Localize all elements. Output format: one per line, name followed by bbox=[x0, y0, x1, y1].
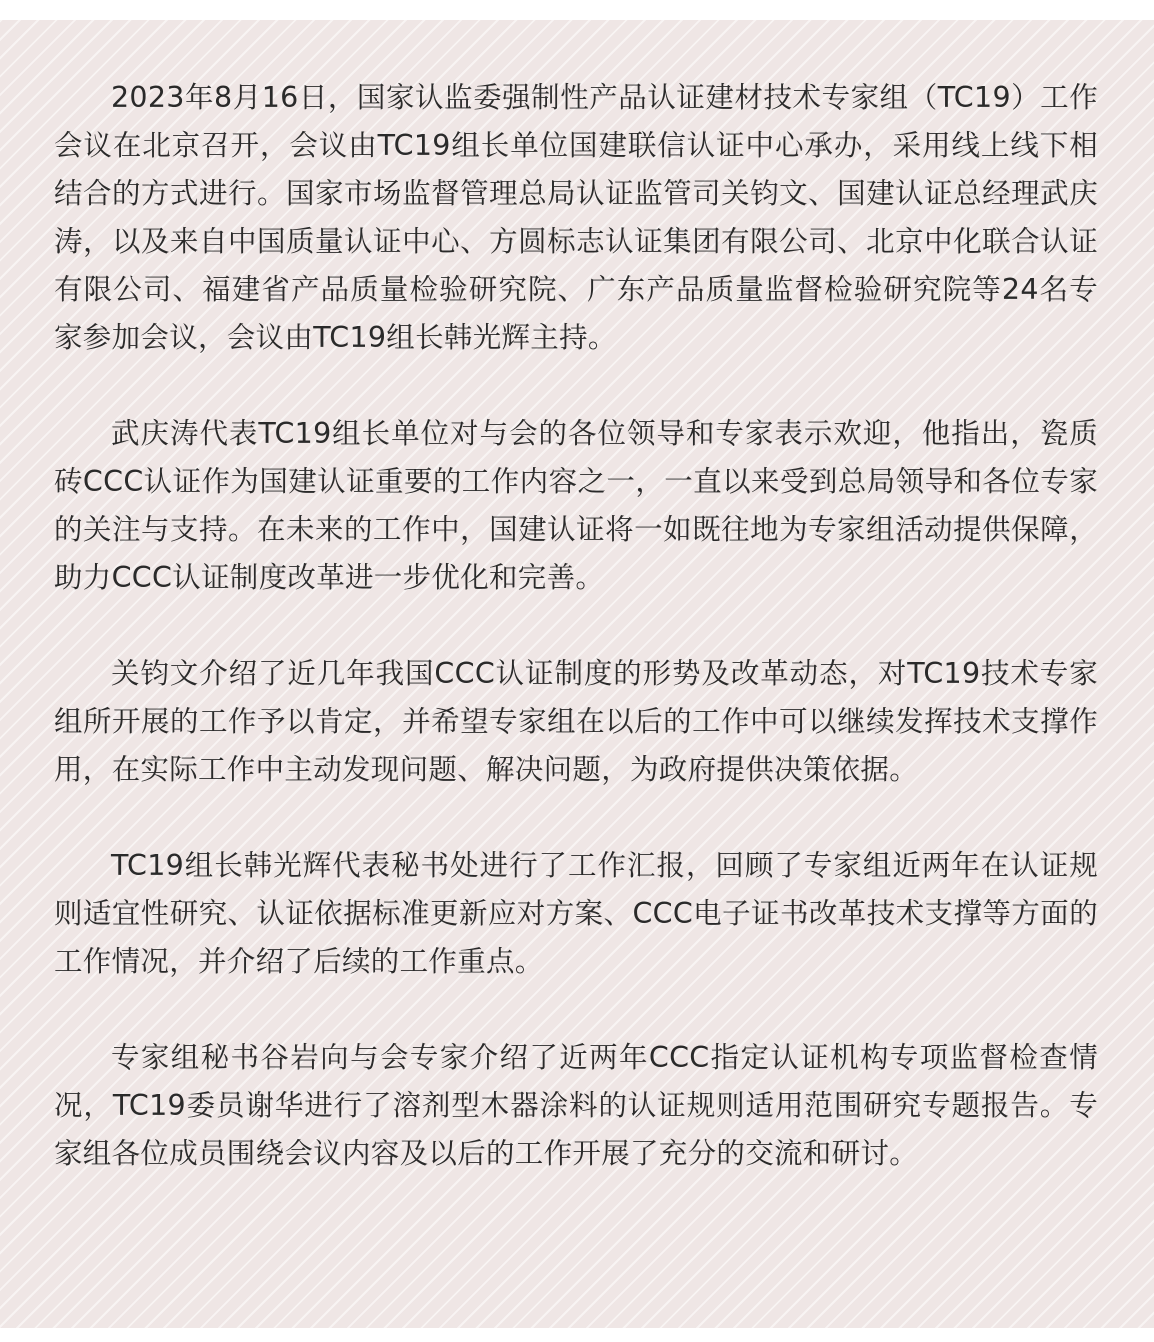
paragraph-welcome-speech: 武庆涛代表TC19组长单位对与会的各位领导和专家表示欢迎，他指出，瓷质砖CCC认证作为国建认证重要的工作内容之一，一直以来受到总局领导和各位专家的关注与支持。在未来的工作中，国建认证将一如既往地为专家组活动提供保障，助力CCC认证制度改革进一步优化和完善。 bbox=[54, 417, 1098, 594]
article-body bbox=[54, 74, 1098, 1178]
paragraph-expert-reports: 专家组秘书谷岩向与会专家介绍了近两年CCC指定认证机构专项监督检查情况，TC19委员谢华进行了溶剂型木器涂料的认证规则适用范围研究专题报告。专家组各位成员围绕会议内容及以后的工作开展了充分的交流和研讨。 bbox=[54, 1041, 1098, 1170]
article-panel bbox=[0, 20, 1154, 1328]
paragraph-meeting-overview: 2023年8月16日，国家认监委强制性产品认证建材技术专家组（TC19）工作会议在北京召开，会议由TC19组长单位国建联信认证中心承办，采用线上线下相结合的方式进行。国家市场监督管理总局认证监管司关钧文、国建认证总经理武庆涛，以及来自中国质量认证中心、方圆标志认证集团有限公司、北京中化联合认证有限公司、福建省产品质量检验研究院、广东产品质量监督检验研究院等24名专家参加会议，会议由TC19组长韩光辉主持。 bbox=[54, 81, 1098, 354]
paragraph-reform-remarks: 关钧文介绍了近几年我国CCC认证制度的形势及改革动态，对TC19技术专家组所开展的工作予以肯定，并希望专家组在以后的工作中可以继续发挥技术支撑作用，在实际工作中主动发现问题、解决问题，为政府提供决策依据。 bbox=[54, 657, 1098, 786]
paragraph-work-report: TC19组长韩光辉代表秘书处进行了工作汇报，回顾了专家组近两年在认证规则适宜性研究、认证依据标准更新应对方案、CCC电子证书改革技术支撑等方面的工作情况，并介绍了后续的工作重点。 bbox=[54, 849, 1098, 978]
